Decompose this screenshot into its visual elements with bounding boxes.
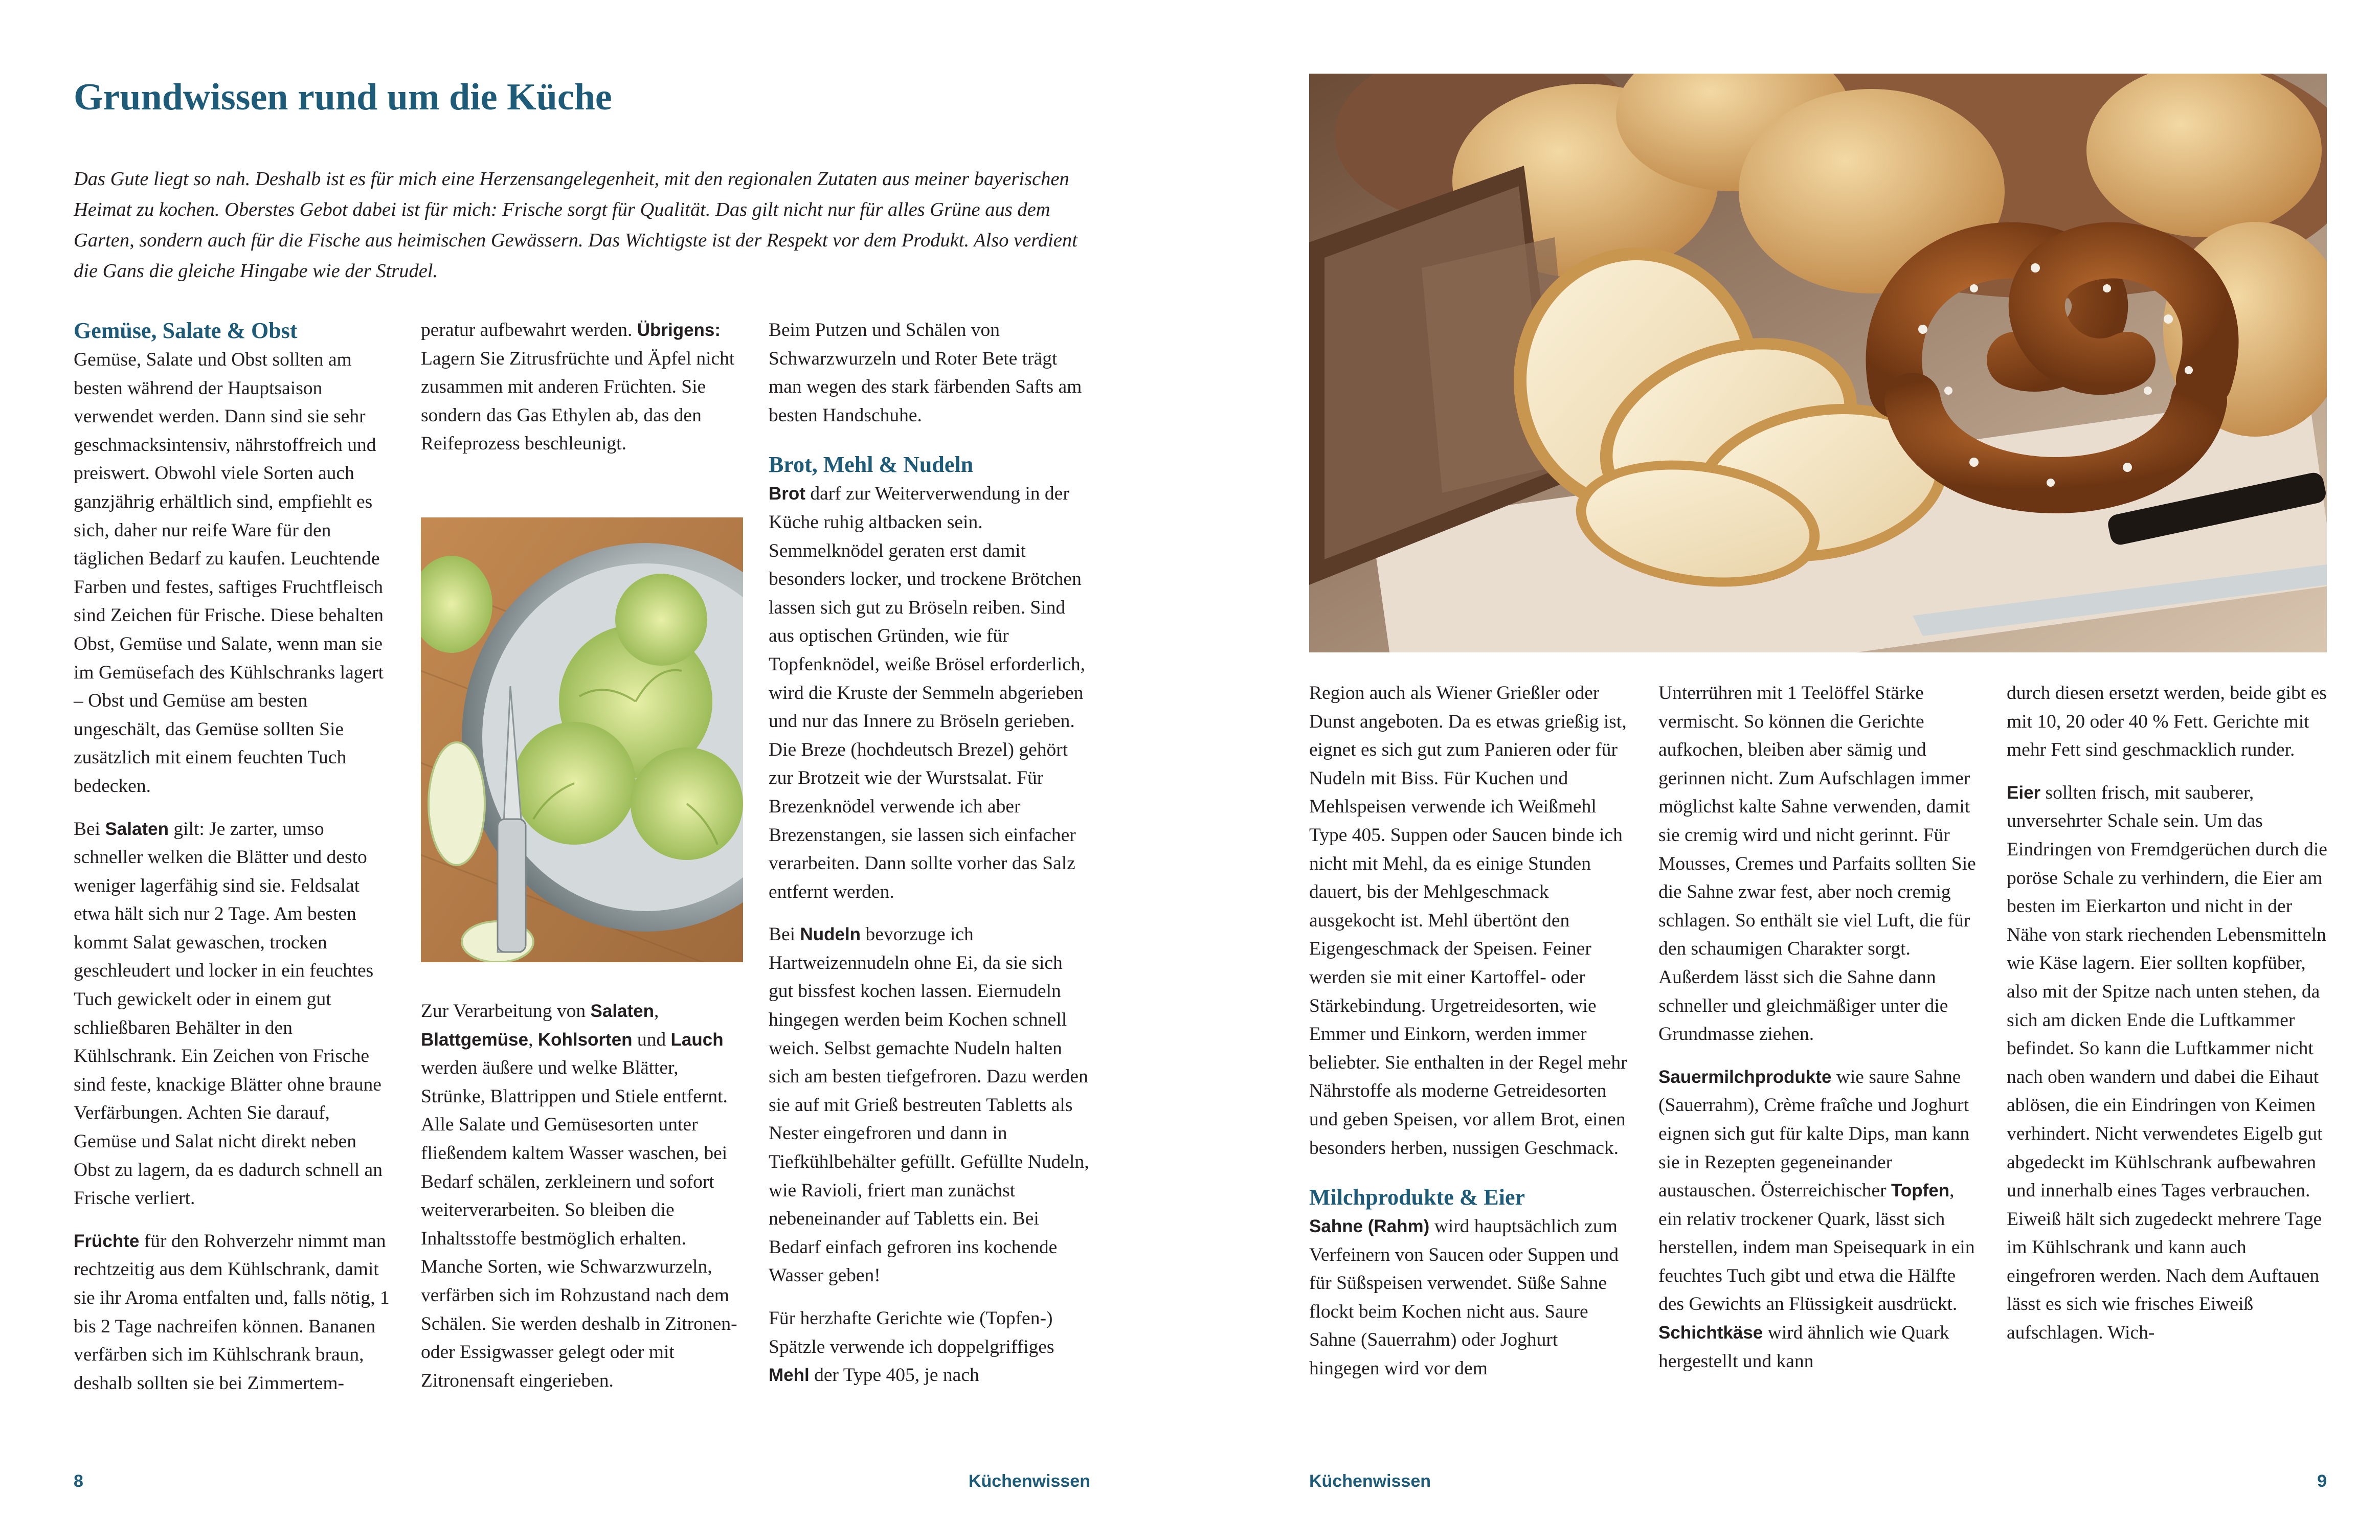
lettuce-bowl-illustration [421, 517, 743, 962]
paragraph-mehl: Für herzhafte Gerichte wie (Topfen-) Spätzle verwende ich doppelgriffiges Mehl der Type 405, je nach [769, 1308, 1054, 1386]
keyword: Schichtkäse [1658, 1323, 1763, 1343]
paragraph-salate: Bei Salaten gilt: Je zarter, umso schneller welken die Blätter und desto weniger lagerfähig sind sie. Feldsalat etwa hält sich nur 2 Tage. Am besten kommt Salat gewaschen, trocken geschleudert und locker in ein feuchtes Tuch gewickelt oder in einem gut schließbaren Behälter in den Kühlschrank. Ein Zeichen von Frische sind feste, knackige Blätter ohne braune Verfärbungen. Achten Sie darauf, Gemüse und Salat nicht direkt neben Obst zu lagern, da es dadurch schnell an Frische verliert. [74, 818, 383, 1209]
keyword: Eier [2007, 782, 2041, 803]
paragraph-uebrigens: peratur aufbewahrt werden. Übrigens: Lagern Sie Zitrusfrüchte und Äpfel nicht zusammen mit anderen Früchten. Sie sondern das Gas Ethylen ab, das den Reifeprozess beschleunigt. [421, 320, 735, 455]
paragraph-mehl-continued: Region auch als Wiener Grießler oder Dunst angeboten. Da es etwas grießig ist, eignet es sich gut zum Panieren oder für Nudeln mit Biss. Für Kuchen und Mehlspeisen verwende ich Weißmehl Type 405. Suppen oder Saucen binde ich nicht mit Mehl, da es einige Stunden dauert, bis der Mehlgeschmack ausgekocht ist. Mehl übertönt den Eigengeschmack der Speisen. Feiner werden sie mit einer Kartoffel- oder Stärkebindung. Urgetreidesorten, wie Emmer und Einkorn, werden immer beliebter. Sie enthalten in der Regel mehr Nährstoffe als moderne Getreidesorten und geben Speisen, vor allem Brot, einen besonders herben, nussigen Geschmack. [1309, 683, 1627, 1159]
left-column-2 [421, 316, 743, 472]
keyword: Kohlsorten [537, 1029, 633, 1050]
right-column-1 [1309, 679, 1631, 1397]
keyword: Nudeln [800, 924, 861, 945]
paragraph-verarbeitung: Zur Verarbeitung von Salaten, Blattgemüse, Kohlsorten und Lauch werden äußere und welke Blätter, Strünke, Blattrippen und Stiele entfernt. Alle Salate und Gemüsesorten unter fließendem kaltem Wasser waschen, bei Bedarf schälen, zerkleinern und sofort weiterverarbeiten. So bleiben die Inhaltsstoffe bestmöglich erhalten. Manche Sorten, wie Schwarzwurzeln, verfärben sich im Rohzustand nach dem Schälen. Sie werden deshalb in Zitronen- oder Essigwasser gelegt oder mit Zitronensaft eingerieben. [421, 1001, 737, 1391]
keyword: Blattgemüse [421, 1029, 529, 1050]
keyword: Salaten [590, 1001, 655, 1021]
left-column-3 [769, 316, 1091, 1404]
paragraph-nudeln: Bei Nudeln bevorzuge ich Hartweizennudeln ohne Ei, da sie sich gut bissfest kochen lassen. Eiernudeln hingegen werden beim Kochen schnell weich. Selbst gemachte Nudeln halten sich am besten tiefgefroren. Dazu werden sie auf mit Grieß bestreuten Tabletts als Nester eingefroren und dann in Tiefkühlbehälter gefüllt. Gefüllte Nudeln, wie Ravioli, friert man zunächst nebeneinander auf Tabletts ein. Bei Bedarf einfach gefroren ins kochende Wasser geben! [769, 924, 1089, 1286]
keyword: Brot [769, 484, 805, 504]
section-heading-brot: Brot, Mehl & Nudeln [769, 452, 974, 478]
paragraph-sahne: Sahne (Rahm) wird hauptsächlich zum Verfeinern von Saucen oder Suppen und für Süßspeisen verwendet. Süße Sahne flockt beim Kochen nicht aus. Saure Sahne (Sauerrahm) oder Joghurt hingegen wird vor dem [1309, 1216, 1619, 1379]
paragraph-fruechte: Früchte für den Rohverzehr nimmt man rechtzeitig aus dem Kühlschrank, damit sie ihr Aroma entfalten und, falls nötig, 1 bis 2 Tage nachreifen können. Bananen verfärben sich im Kühlschrank braun, deshalb sollten sie bei Zimmertem- [74, 1230, 390, 1394]
left-column-2-continued [421, 997, 743, 1409]
keyword: Übrigens: [637, 320, 721, 340]
left-column-1 [74, 316, 396, 1412]
intro-text: Das Gute liegt so nah. Deshalb ist es für mich eine Herzensangelegenheit, mit den regionalen Zutaten aus meiner bayerischen Heimat zu kochen. Oberstes Gebot dabei ist für mich: Frische sorgt für Qualität. Das gilt nicht nur für alles Grüne aus dem Garten, sondern auch für die Fische aus heimischen Gewässern. Das Wichtigste ist der Respekt vor dem Produkt. Also verdient die Gans die gleiche Hingabe wie der Strudel. [74, 168, 1077, 282]
paragraph-sauermilch: Sauermilchprodukte wie saure Sahne (Sauerrahm), Crème fraîche und Joghurt eignen sich gut für kalte Dips, man kann sie in Rezepten gegeneinander austauschen. Österreichischer Topfen, ein relativ trockener Quark, lässt sich herstellen, indem man Speisequark in ein feuchtes Tuch gibt und etwa die Hälfte des Gewichts an Flüssigkeit ausdrückt. Schichtkäse wird ähnlich wie Quark hergestellt und kann [1658, 1066, 1975, 1372]
page-number-right: 9 [2317, 1471, 2327, 1491]
bread-photo [1309, 74, 2327, 652]
right-column-2 [1658, 679, 1981, 1390]
paragraph-unterruehren: Unterrühren mit 1 Teelöffel Stärke vermischt. So können die Gerichte aufkochen, bleiben aber sämig und gerinnen nicht. Zum Aufschlagen immer möglichst kalte Sahne verwenden, damit sie cremig wird und nicht gerinnt. Für Mousses, Cremes und Parfaits sollten Sie die Sahne zwar fest, aber noch cremig schlagen. So enthält sie viel Luft, die für den schaumigen Charakter sorgt. Außerdem lässt sich die Sahne dann schneller und gleichmäßiger unter die Grundmasse ziehen. [1658, 683, 1976, 1045]
paragraph-putzen: Beim Putzen und Schälen von Schwarzwurzeln und Roter Bete trägt man wegen des stark färbenden Safts am besten Handschuhe. [769, 320, 1082, 426]
section-heading-gemuese: Gemüse, Salate & Obst [74, 318, 298, 343]
keyword: Sahne (Rahm) [1309, 1216, 1430, 1237]
paragraph-brot: Brot darf zur Weiterverwendung in der Küche ruhig altbacken sein. Semmelknödel geraten erst damit besonders locker, und trockene Brötchen lassen sich gut zu Bröseln reiben. Sind aus optischen Gründen, wie für Topfenknödel, weiße Brösel erforderlich, wird die Kruste der Semmeln abgerieben und nur das Innere zu Bröseln gerieben. Die Breze (hochdeutsch Brezel) gehört zur Brotzeit wie der Wurstsalat. Für Brezenknödel verwende ich aber Brezenstangen, sie lassen sich einfacher verarbeiten. Dann sollte vorher das Salz entfernt werden. [769, 483, 1086, 902]
keyword: Früchte [74, 1231, 140, 1251]
running-footer-right: Küchenwissen [1309, 1471, 1431, 1491]
keyword: Sauermilchprodukte [1658, 1067, 1832, 1087]
keyword: Mehl [769, 1365, 810, 1386]
lettuce-photo [421, 517, 743, 962]
keyword: Salaten [105, 819, 169, 839]
section-heading-milchprodukte: Milchprodukte & Eier [1309, 1185, 1525, 1210]
keyword: Topfen [1891, 1181, 1950, 1201]
keyword: Lauch [670, 1029, 724, 1050]
page-title: Grundwissen rund um die Küche [74, 76, 612, 118]
bread-illustration [1309, 74, 2327, 652]
paragraph-eier: Eier sollten frisch, mit sauberer, unversehrter Schale sein. Um das Eindringen von Fremdgerüchen durch die poröse Schale zu verhindern, die Eier am besten im Eierkarton und nicht in der Nähe von stark riechenden Lebensmitteln wie Käse lagern. Eier sollten kopfüber, also mit der Spitze nach unten stehen, da sich am dicken Ende die Luftkammer befindet. So kann die Luftkammer nicht nach oben wandern und dabei die Eihaut ablösen, die ein Eindringen von Keimen verhindert. Nicht verwendetes Eigelb gut abgedeckt im Kühlschrank aufbewahren und innerhalb eines Tages verbrauchen. Eiweiß hält sich zugedeckt mehrere Tage im Kühlschrank und kann auch eingefroren werden. Nach dem Auftauen lässt es sich wie frisches Eiweiß aufschlagen. Wich- [2007, 782, 2327, 1344]
paragraph-fett: durch diesen ersetzt werden, beide gibt es mit 10, 20 oder 40 % Fett. Gerichte mit mehr Fett sind geschmacklich runder. [2007, 683, 2327, 761]
running-footer-left: Küchenwissen [968, 1471, 1090, 1491]
right-column-3 [2007, 679, 2329, 1362]
page-number-left: 8 [74, 1471, 83, 1491]
paragraph: Gemüse, Salate und Obst sollten am besten während der Hauptsaison verwendet werden. Dann sind sie sehr geschmacksintensiv, nährstoffreich und preiswert. Obwohl viele Sorten auch ganzjährig erhältlich sind, empfiehlt es sich, daher nur reife Ware für den täglichen Bedarf zu kaufen. Leuchtende Farben und festes, saftiges Fruchtfleisch sind Zeichen für Frische. Diese behalten Obst, Gemüse und Salate, wenn man sie im Gemüsefach des Kühlschranks lagert – Obst und Gemüse am besten ungeschält, das Gemüse sollten Sie zusätzlich mit einem feuchten Tuch bedecken. [74, 349, 384, 797]
